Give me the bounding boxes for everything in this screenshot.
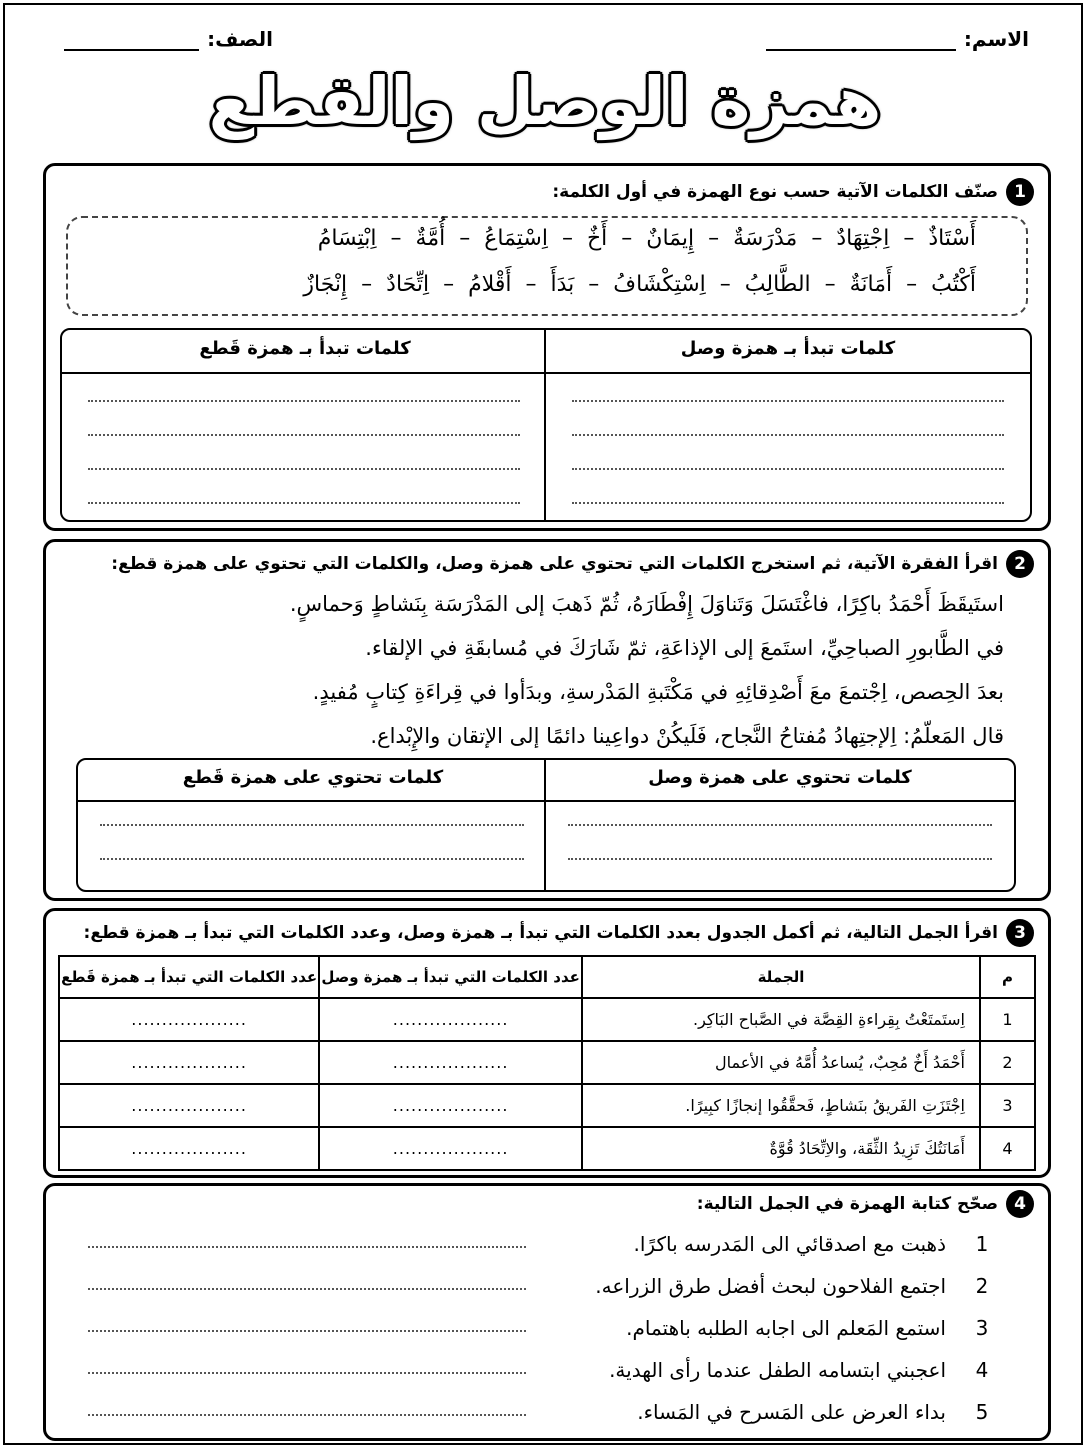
- q2-wasl-answer-line[interactable]: [568, 858, 992, 860]
- word-bank-word: أَقْلامُ: [468, 272, 512, 297]
- name-field: [766, 27, 1029, 51]
- row-sentence: اجتمع الفلاحون لبحث أفضل طرق الزراعه.: [595, 1274, 946, 1298]
- word-separator: –: [443, 272, 455, 297]
- q3-header-num: م: [980, 956, 1035, 998]
- word-bank-word: بَدَأَ: [550, 272, 575, 297]
- word-bank-word: اِسْتِمَاعُ: [484, 226, 548, 251]
- row-number: 4: [975, 1358, 989, 1382]
- q4-sentence-row: [90, 1266, 1000, 1306]
- q4-answer-line[interactable]: [88, 1288, 526, 1290]
- q3-header-sentence: الجملة: [582, 956, 980, 998]
- word-bank-box: [66, 216, 1028, 316]
- q4-answer-line[interactable]: [88, 1414, 526, 1416]
- qat-count-blank[interactable]: ...................: [59, 998, 319, 1041]
- question-3-header: [84, 919, 1034, 947]
- qat-count-blank[interactable]: ...................: [59, 1041, 319, 1084]
- question-4-section: [43, 1183, 1051, 1441]
- question-3-section: [43, 908, 1051, 1178]
- row-sentence: بداء العرض على المَسرح في المَساء.: [637, 1400, 946, 1424]
- row-sentence: اعجبني ابتسامه الطفل عندما رأى الهدية.: [609, 1358, 946, 1382]
- wasl-count-blank[interactable]: ...................: [319, 998, 582, 1041]
- q4-answer-line[interactable]: [88, 1246, 526, 1248]
- question-3-instruction: اقرأ الجمل التالية، ثم أكمل الجدول بعدد الكلمات التي تبدأ بـ همزة وصل، وعدد الكلمات التي تبدأ بـ همزة قطع:: [83, 923, 998, 943]
- question-1-section: [43, 163, 1051, 531]
- paragraph-line: في الطَّابورِ الصباحِيِّ، استَمعَ إلى الإذاعَةِ، ثمّ شَارَكَ في مُسابقَةِ في الإلقاء.: [365, 636, 1004, 660]
- row-number: 1: [980, 998, 1035, 1041]
- word-separator: –: [719, 272, 731, 297]
- wasl-count-blank[interactable]: ...................: [319, 1041, 582, 1084]
- word-separator: –: [621, 226, 633, 251]
- wasl-count-blank[interactable]: ...................: [319, 1084, 582, 1127]
- qat-count-blank[interactable]: ...................: [59, 1127, 319, 1170]
- row-sentence: أَحْمَدُ أَخٌ مُحِبٌ، يُساعدُ أُمَّهُ في الأعمال: [582, 1041, 980, 1084]
- word-separator: –: [525, 272, 537, 297]
- q1-header-qat: كلمات تبدأ بـ همزة قَطع: [199, 338, 411, 359]
- question-1-number-badge: 1: [1006, 178, 1034, 206]
- row-number: 4: [980, 1127, 1035, 1170]
- q2-answer-table: [76, 758, 1016, 892]
- q2-qat-answer-line[interactable]: [100, 824, 524, 826]
- word-bank-word: اِسْتِكْشَافُ: [613, 272, 706, 297]
- word-separator: –: [824, 272, 836, 297]
- word-bank-word: أَخٌ: [586, 226, 608, 251]
- q4-sentence-row: [90, 1350, 1000, 1390]
- q1-header-wasl: كلمات تبدأ بـ همزة وصل: [680, 338, 896, 359]
- question-2-section: [43, 539, 1051, 901]
- row-sentence: أَمَانَتُكَ تَزِيدُ الثِّقَة، والاِتِّحَادُ قُوَّةٌ: [582, 1127, 980, 1170]
- q3-count-table: [58, 955, 1036, 1171]
- row-number: 3: [980, 1084, 1035, 1127]
- wasl-count-blank[interactable]: ...................: [319, 1127, 582, 1170]
- q4-sentence-row: [90, 1224, 1000, 1264]
- word-separator: –: [903, 226, 915, 251]
- word-bank-word: الطَّالِبُ: [744, 272, 811, 297]
- word-bank-word: مَدْرَسَةٌ: [733, 226, 798, 251]
- q4-answer-line[interactable]: [88, 1372, 526, 1374]
- table-row: [59, 1084, 1035, 1127]
- word-bank-word: اِبْتِسَامُ: [317, 226, 377, 251]
- paragraph-line: قال المَعلّمُ: اِلإجتِهادُ مُفتاحُ النَّجاح، فَلَيكُنْ دواعِينا دائمًا إلى الإتقان والإِبْداع.: [370, 724, 1004, 748]
- word-bank-word: اِجْتِهَادٌ: [836, 226, 890, 251]
- row-number: 5: [975, 1400, 989, 1424]
- word-bank-row-1: [318, 226, 976, 251]
- class-label: الصف:: [207, 27, 273, 51]
- paragraph-line: بعدَ الحِصص، اِجْتمعَ معَ أَصْدِقائِهِ في مَكْتَبةِ المَدْرسةِ، وبدَأوا في قِراءَةِ كِتابٍ مُفيدٍ.: [312, 680, 1004, 704]
- q1-wasl-answer-line[interactable]: [572, 502, 1004, 504]
- question-1-instruction: صنّف الكلمات الآتية حسب نوع الهمزة في أول الكلمة:: [552, 182, 998, 202]
- word-bank-word: إِنْجَازٌ: [303, 272, 348, 297]
- q1-qat-answer-line[interactable]: [88, 468, 520, 470]
- q2-paragraph: [84, 582, 1004, 758]
- q2-qat-answer-line[interactable]: [100, 858, 524, 860]
- question-1-header: [552, 178, 1034, 206]
- row-number: 3: [975, 1316, 989, 1340]
- q1-wasl-answer-line[interactable]: [572, 400, 1004, 402]
- table-row: [59, 998, 1035, 1041]
- word-separator: –: [361, 272, 373, 297]
- word-separator: –: [811, 226, 823, 251]
- q1-qat-answer-line[interactable]: [88, 434, 520, 436]
- question-4-header: [697, 1190, 1034, 1218]
- word-bank-word: أُمَّةٌ: [415, 226, 446, 251]
- page-title: همزة الوصل والقطع: [208, 63, 882, 140]
- row-number: 2: [980, 1041, 1035, 1084]
- paragraph-line: استَيقَظَ أَحْمَدُ باكِرًا، فاغْتَسَلَ وَتَناوَلَ إِفْطَارَهُ، ثُمّ ذَهبَ إلى المَدْرَسَة بِنَشاطٍ وَحماسٍ.: [289, 592, 1004, 616]
- q4-sentence-row: [90, 1308, 1000, 1348]
- word-separator: –: [588, 272, 600, 297]
- question-2-number-badge: 2: [1006, 550, 1034, 578]
- question-2-header: [111, 550, 1034, 578]
- question-3-number-badge: 3: [1006, 919, 1034, 947]
- q4-sentence-row: [90, 1392, 1000, 1432]
- name-label: الاسم:: [963, 27, 1029, 51]
- table-row: [59, 1041, 1035, 1084]
- table-row: [59, 1127, 1035, 1170]
- question-2-instruction: اقرأ الفقرة الآتية، ثم استخرج الكلمات التي تحتوي على همزة وصل، والكلمات التي تحتوي على همزة قطع:: [111, 554, 998, 574]
- q2-header-qat: كلمات تحتوي على همزة قَطع: [182, 767, 444, 788]
- row-sentence: اِجْتَزَتِ الفَريقُ بنَشاطٍ، فَحقَّقُوا إنجازًا كبِيرًا.: [582, 1084, 980, 1127]
- q1-qat-answer-line[interactable]: [88, 502, 520, 504]
- q3-header-qat: عدد الكلمات التي تبدأ بـ همزة قَطع: [59, 956, 319, 998]
- word-separator: –: [459, 226, 471, 251]
- q3-header-wasl: عدد الكلمات التي تبدأ بـ همزة وصل: [319, 956, 582, 998]
- word-separator: –: [906, 272, 918, 297]
- word-separator: –: [561, 226, 573, 251]
- row-sentence: استمع المَعلم الى اجابه الطلبه باهتمام.: [626, 1316, 946, 1340]
- q4-answer-line[interactable]: [88, 1330, 526, 1332]
- name-blank-line[interactable]: [766, 29, 956, 51]
- q1-qat-answer-line[interactable]: [88, 400, 520, 402]
- worksheet-page: [3, 3, 1083, 1445]
- question-4-number-badge: 4: [1006, 1190, 1034, 1218]
- word-separator: –: [390, 226, 402, 251]
- word-bank-word: اِتِّحَادٌ: [386, 272, 430, 297]
- question-4-instruction: صحّح كتابة الهمزة في الجمل التالية:: [696, 1194, 998, 1214]
- row-number: 2: [975, 1274, 989, 1298]
- word-bank-word: أَسْتَاذٌ: [928, 226, 976, 251]
- row-sentence: اِستَمتَعْتُ بِقِراءةِ القِصَّة في الصَّباح البَاكِر.: [582, 998, 980, 1041]
- class-blank-line[interactable]: [64, 29, 199, 51]
- row-number: 1: [975, 1232, 989, 1256]
- word-bank-row-2: [303, 272, 976, 297]
- qat-count-blank[interactable]: ...................: [59, 1084, 319, 1127]
- q1-wasl-answer-line[interactable]: [572, 434, 1004, 436]
- row-sentence: ذهبت مع اصدقائي الى المَدرسه باكرًا.: [633, 1232, 946, 1256]
- q2-wasl-answer-line[interactable]: [568, 824, 992, 826]
- word-bank-word: أَمَانَةٌ: [849, 272, 893, 297]
- q1-answer-table: [60, 328, 1032, 522]
- word-separator: –: [708, 226, 720, 251]
- q2-header-wasl: كلمات تحتوي على همزة وصل: [648, 767, 912, 788]
- q1-wasl-answer-line[interactable]: [572, 468, 1004, 470]
- word-bank-word: إِيمَانٌ: [646, 226, 695, 251]
- class-field: [64, 27, 273, 51]
- word-bank-word: أَكْتُبُ: [931, 272, 976, 297]
